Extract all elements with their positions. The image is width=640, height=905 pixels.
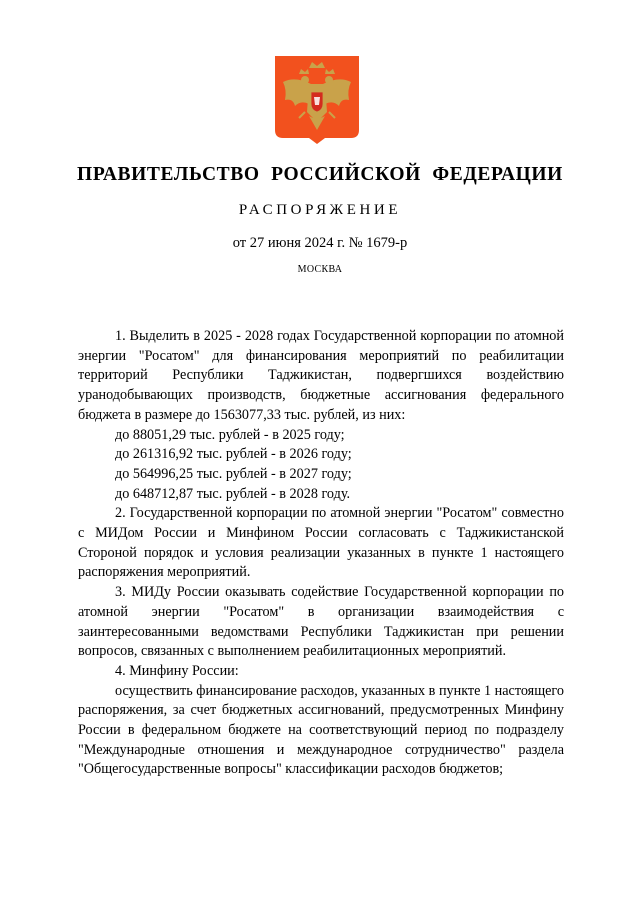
paragraph-2026: до 261316,92 тыс. рублей - в 2026 году; [115, 446, 352, 463]
document-type: РАСПОРЯЖЕНИЕ [238, 202, 402, 218]
paragraph-2: 2. Государственной корпорации по атомной энергии "Росатом" совместно с МИДом России и Минфином России согласовать с Таджикистанской Стороной порядок и условия реализации указанных в пункте 1 настоящего распоряжения мероприятий. [78, 505, 564, 581]
paragraph-4: 4. Минфину России: [115, 662, 239, 679]
government-title: ПРАВИТЕЛЬСТВО РОССИЙСКОЙ ФЕДЕРАЦИИ [77, 164, 563, 185]
paragraph-3: 3. МИДу России оказывать содействие Государственной корпорации по атомной энергии "Росатом" в организации взаимодействия с заинтересованными ведомствами Республики Таджикистан при решении вопросов, связанных с выполнением реабилитационных мероприятий. [78, 584, 564, 660]
city-name: МОСКВА [297, 264, 343, 275]
paragraph-4-financing: осуществить финансирование расходов, указанных в пункте 1 настоящего распоряжения, за счет бюджетных ассигнований, предусмотренных Минфину России в федеральном бюджете на соответствующий период по подразделу "Международные отношения и международное сотрудничество" раздела "Общегосударственные вопросы" классификации расходов бюджетов; [78, 682, 564, 778]
document-body [78, 327, 564, 780]
document-date-number: от 27 июня 2024 г. № 1679-р [232, 235, 408, 251]
paragraph-2025: до 88051,29 тыс. рублей - в 2025 году; [115, 426, 345, 443]
coat-of-arms-icon [275, 56, 359, 144]
paragraph-2028: до 648712,87 тыс. рублей - в 2028 году. [115, 485, 351, 502]
paragraph-2027: до 564996,25 тыс. рублей - в 2027 году; [115, 465, 352, 482]
paragraph-1: 1. Выделить в 2025 - 2028 годах Государственной корпорации по атомной энергии "Росатом" для финансирования мероприятий по реабилитации территорий Республики Таджикистан, подвергшихся воздействию уранодобывающих производств, бюджетные ассигнования федерального бюджета в размере до 1563077,33 тыс. рублей, из них: [78, 328, 564, 423]
